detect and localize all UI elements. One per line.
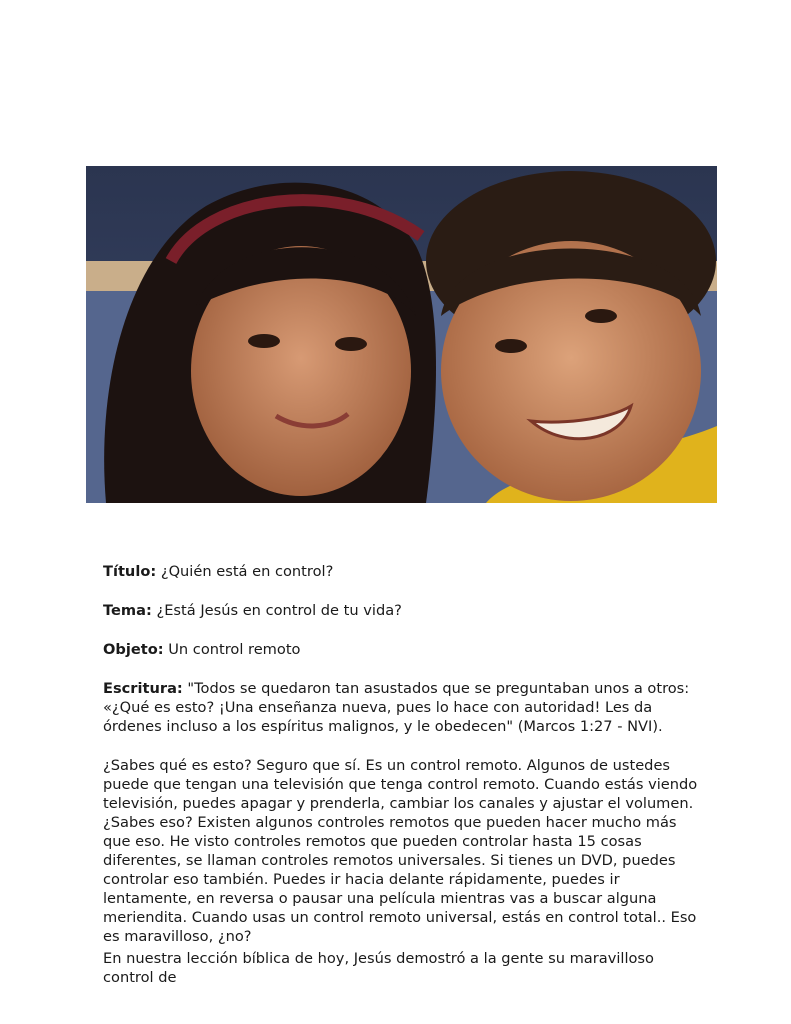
title-label: Título: — [103, 563, 157, 580]
children-photo — [86, 166, 717, 503]
body-paragraph-1: ¿Sabes qué es esto? Seguro que sí. Es un control remoto. Algunos de ustedes puede que tengan una televisión que tenga control remoto. Cuando estás viendo televisión, puedes apagar y prenderla, cambiar los canales y ajustar el volumen. ¿Sabes eso? Existen algunos controles remotos que pueden hacer mucho más que eso. He visto controles remotos que pueden controlar hasta 15 cosas diferentes, se llaman controles remotos universales. Si tienes un DVD, puedes controlar eso también. Puedes ir hacia delante rápidamente, puedes ir lentamente, en reversa o pausar una película mientras vas a buscar alguna meriendita. Cuando usas un control remoto universal, estás en control total.. Eso es maravilloso, ¿no? — [103, 757, 698, 945]
title-value: ¿Quién está en control? — [160, 563, 334, 580]
theme-value: ¿Está Jesús en control de tu vida? — [156, 602, 402, 619]
scripture-value: "Todos se quedaron tan asustados que se preguntaban unos a otros: «¿Qué es esto? ¡Una enseñanza nueva, pues lo hace con autoridad! Les da órdenes incluso a los espíritus malignos, y le obedecen" (Marcos 1:27 - NVI). — [103, 680, 690, 735]
theme-label: Tema: — [103, 602, 152, 619]
object-field — [103, 640, 713, 659]
title-field — [103, 562, 713, 581]
object-label: Objeto: — [103, 641, 164, 658]
scripture-label: Escritura: — [103, 680, 183, 697]
scripture-field — [103, 679, 703, 736]
body-paragraph-2: En nuestra lección bíblica de hoy, Jesús demostró a la gente su maravilloso control de — [103, 950, 654, 986]
theme-field — [103, 601, 713, 620]
object-value: Un control remoto — [168, 641, 301, 658]
